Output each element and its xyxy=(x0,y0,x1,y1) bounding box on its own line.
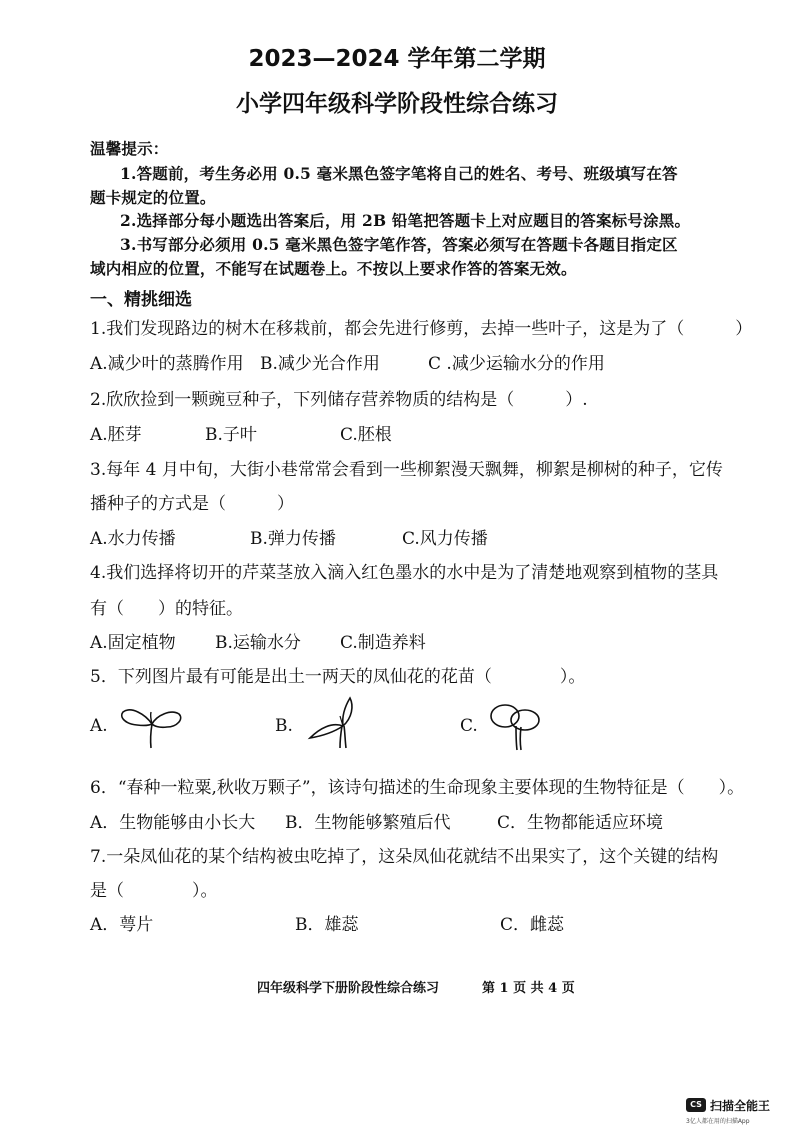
question-stem: 2.欣欣捡到一颗豌豆种子，下列储存营养物质的结构是（ ）. xyxy=(90,390,588,410)
question-option: A. xyxy=(90,716,108,736)
question-stem: 7.一朵凤仙花的某个结构被虫吃掉了，这朵凤仙花就结不出果实了，这个关键的结构 xyxy=(90,847,719,867)
question-option: C .减少运输水分的作用 xyxy=(428,354,605,374)
question-stem: 1.我们发现路边的树木在移栽前，都会先进行修剪，去掉一些叶子，这是为了（ ） xyxy=(90,319,753,339)
tips-line: 1.答题前，考生务必用 0.5 毫米黑色签字笔将自己的姓名、考号、班级填写在答 xyxy=(120,164,678,183)
seedling-c-sketch xyxy=(486,696,546,752)
tips-line: 3.书写部分必须用 0.5 毫米黑色签字笔作答，答案必须写在答题卡各题目指定区 xyxy=(120,235,678,254)
question-option: A.水力传播 xyxy=(90,529,176,549)
tips-line: 题卡规定的位置。 xyxy=(90,188,216,207)
question-option: B.子叶 xyxy=(205,425,257,445)
question-option: B.运输水分 xyxy=(215,633,301,653)
tips-line: 2.选择部分每小题选出答案后，用 2B 铅笔把答题卡上对应题目的答案标号涂黑。 xyxy=(120,211,691,230)
question-stem: 4.我们选择将切开的芹菜茎放入滴入红色墨水的水中是为了清楚地观察到植物的茎具 xyxy=(90,563,719,583)
question-stem: 是（ ）。 xyxy=(90,881,218,901)
question-option: B.减少光合作用 xyxy=(260,354,380,374)
tips-line: 域内相应的位置，不能写在试题卷上。不按以上要求作答的答案无效。 xyxy=(90,259,577,278)
question-option: C.制造养料 xyxy=(340,633,426,653)
question-stem: 3.每年 4 月中旬，大街小巷常常会看到一些柳絮漫天飘舞，柳絮是柳树的种子，它传 xyxy=(90,460,723,480)
question-option: B．雄蕊 xyxy=(295,915,359,935)
exam-subtitle: 小学四年级科学阶段性综合练习 xyxy=(236,91,558,117)
question-stem: 有（ ）的特征。 xyxy=(90,599,243,619)
question-option: C.胚根 xyxy=(340,425,392,445)
question-option: A.减少叶的蒸腾作用 xyxy=(90,354,244,374)
question-option: C．生物都能适应环境 xyxy=(497,813,664,833)
section-title: 一、精挑细选 xyxy=(90,290,192,310)
question-option: C. xyxy=(460,716,478,736)
question-option: A．生物能够由小长大 xyxy=(90,813,256,833)
question-stem: 播种子的方式是（ ） xyxy=(90,494,294,514)
tips-heading: 温馨提示： xyxy=(90,139,169,158)
scanner-slogan: 3亿人都在用的扫描App xyxy=(686,1118,750,1125)
question-stem: 6．“春种一粒粟,秋收万颗子”，该诗句描述的生命现象主要体现的生物特征是（ ）。 xyxy=(90,778,745,798)
footer-course: 四年级科学下册阶段性综合练习 xyxy=(257,981,440,996)
seedling-a-sketch xyxy=(115,700,187,750)
scanner-logo-icon: CS xyxy=(686,1098,706,1112)
exam-title: 2023—2024 学年第二学期 xyxy=(248,46,546,72)
seedling-b-sketch xyxy=(300,692,360,750)
footer-page-number: 第 1 页 共 4 页 xyxy=(482,981,575,996)
question-option: C.风力传播 xyxy=(402,529,488,549)
question-option: A.胚芽 xyxy=(90,425,142,445)
question-option: B.弹力传播 xyxy=(250,529,336,549)
question-option: B. xyxy=(275,716,293,736)
question-option: C．雌蕊 xyxy=(500,915,565,935)
question-option: A.固定植物 xyxy=(90,633,176,653)
scanner-brand: 扫描全能王 xyxy=(710,1099,771,1113)
question-option: B．生物能够繁殖后代 xyxy=(285,813,451,833)
question-option: A．萼片 xyxy=(90,915,154,935)
question-stem: 5．下列图片最有可能是出土一两天的凤仙花的花苗（ ）。 xyxy=(90,667,586,687)
